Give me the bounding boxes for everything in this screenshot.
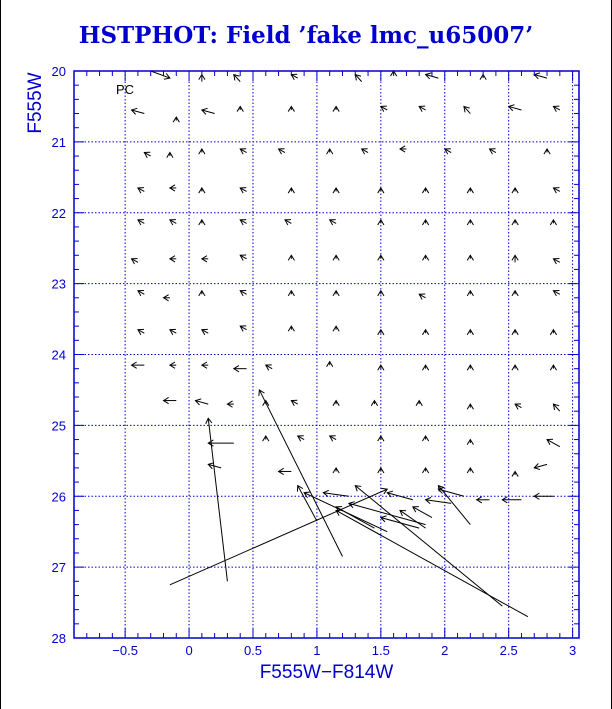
vector-arrow	[378, 220, 384, 225]
vector-arrow	[512, 188, 518, 193]
vector-arrows	[132, 71, 560, 617]
vector-arrow	[195, 399, 208, 405]
vector-arrow	[547, 439, 560, 446]
x-tick-label: 0.5	[243, 643, 263, 658]
y-tick-label: 28	[51, 631, 66, 646]
vector-arrow	[132, 259, 138, 264]
vector-arrow	[512, 365, 518, 370]
vector-arrow	[327, 362, 333, 367]
vector-arrow	[279, 468, 292, 474]
vector-arrow	[208, 440, 234, 446]
vector-arrow	[464, 106, 470, 113]
vector-arrow	[515, 404, 521, 409]
vector-arrow	[438, 486, 470, 525]
vector-arrow	[333, 468, 339, 473]
x-axis-label: F555W−F814W	[259, 662, 394, 683]
vector-arrow	[132, 108, 145, 114]
y-tick-label: 22	[51, 205, 66, 221]
vector-arrow	[426, 497, 452, 503]
vector-arrow	[298, 436, 304, 441]
vector-arrow	[199, 220, 205, 225]
vector-arrow	[512, 471, 518, 476]
vector-arrow	[467, 291, 473, 296]
vector-arrow	[173, 117, 179, 122]
vector-arrow	[467, 220, 473, 225]
vector-arrow	[333, 106, 339, 111]
vector-arrow	[288, 255, 294, 260]
vector-arrow	[240, 255, 246, 260]
vector-arrow	[534, 493, 553, 499]
vector-arrow	[170, 256, 176, 262]
vector-arrow	[144, 152, 150, 157]
vector-arrow	[170, 362, 176, 368]
vector-arrow	[544, 149, 550, 154]
vector-arrow	[170, 329, 176, 334]
vector-arrow	[422, 188, 428, 193]
vector-arrow	[333, 326, 339, 331]
y-axis-label: F555W	[25, 72, 46, 134]
x-tick-label: 1	[313, 643, 321, 658]
vector-arrow	[362, 149, 368, 154]
vector-arrow	[371, 401, 377, 406]
vector-arrow	[138, 220, 144, 225]
vector-arrow	[553, 188, 559, 193]
vector-arrow	[170, 220, 176, 225]
vector-arrow	[138, 329, 144, 334]
vector-arrow	[512, 220, 518, 225]
vector-arrow	[266, 365, 272, 370]
vector-arrow	[240, 326, 246, 331]
x-tick-label: −0.5	[112, 643, 138, 658]
vector-arrow	[422, 255, 428, 260]
vector-arrow	[202, 108, 215, 114]
vector-arrow	[279, 149, 285, 154]
vector-arrow	[333, 401, 339, 406]
vector-arrow	[438, 488, 464, 497]
vector-arrow	[234, 75, 240, 82]
y-tick-label: 25	[51, 418, 66, 434]
vector-arrow	[355, 486, 502, 606]
vector-arrow	[445, 149, 451, 154]
vector-arrow	[333, 188, 339, 193]
vector-arrow	[467, 188, 473, 193]
x-tick-label: 3	[568, 643, 577, 658]
vector-arrow	[550, 220, 556, 225]
vector-arrow	[202, 329, 208, 334]
vector-arrow	[323, 490, 349, 496]
vector-arrow	[387, 491, 413, 500]
vector-arrow	[240, 290, 246, 295]
vector-arrow	[378, 188, 384, 193]
vector-arrow	[288, 291, 294, 296]
vector-arrow	[240, 149, 246, 154]
vector-arrow	[330, 220, 336, 225]
vector-arrow	[263, 436, 269, 441]
vector-arrow	[534, 73, 547, 79]
vector-arrow	[419, 106, 425, 111]
chart-title: HSTPHOT: Field ’fake lmc_u65007’	[78, 22, 534, 49]
y-tick-label: 21	[51, 134, 66, 150]
vector-arrow	[378, 255, 384, 260]
vector-arrow	[422, 468, 428, 473]
vector-arrow	[167, 153, 173, 158]
vector-arrow	[297, 486, 317, 521]
vector-arrow	[349, 502, 426, 525]
vector-arrow	[240, 220, 246, 225]
vector-arrow	[550, 365, 556, 370]
vector-arrow	[400, 146, 406, 152]
vector-arrow	[422, 330, 428, 335]
vector-arrow	[163, 295, 169, 301]
vector-arrow	[227, 401, 233, 407]
vector-arrow	[416, 401, 422, 406]
vector-arrow	[413, 507, 432, 518]
vector-arrow	[199, 149, 205, 154]
vector-arrow	[512, 255, 518, 262]
vector-arrow	[333, 291, 339, 296]
vector-arrow	[288, 326, 294, 331]
vector-arrow	[132, 362, 145, 368]
y-tick-label: 27	[51, 560, 66, 576]
vector-arrow	[467, 468, 473, 473]
vector-arrow	[378, 468, 384, 473]
vector-arrow	[512, 291, 518, 296]
vector-arrow	[477, 497, 490, 503]
vector-arrow	[553, 259, 559, 264]
vector-arrow	[378, 436, 384, 441]
x-tick-label: 1.5	[371, 643, 390, 658]
vector-arrow	[550, 330, 556, 335]
vector-arrow	[285, 220, 291, 225]
vector-arrow	[291, 400, 297, 405]
vector-arrow	[199, 188, 205, 193]
vector-arrow	[240, 188, 246, 193]
vector-arrow	[288, 188, 294, 193]
vector-arrow	[422, 365, 428, 370]
vector-arrow	[163, 397, 176, 403]
vector-arrow	[467, 365, 473, 370]
vector-arrow	[553, 106, 559, 111]
vector-arrow	[355, 75, 361, 82]
x-tick-label: 0	[185, 643, 193, 658]
vector-arrow	[490, 149, 496, 154]
x-tick-label: 2.5	[499, 643, 518, 658]
vector-arrow	[259, 390, 343, 557]
vector-arrow	[237, 106, 243, 111]
vector-arrow	[202, 256, 208, 262]
vector-arrow	[467, 440, 473, 445]
vector-arrow	[422, 436, 428, 441]
vector-arrow	[170, 488, 387, 584]
vector-arrow	[330, 436, 336, 441]
x-tick-label: 2	[441, 643, 449, 658]
vector-arrow	[419, 294, 425, 299]
vector-arrow	[202, 362, 208, 368]
vector-arrow	[327, 149, 333, 154]
vector-arrow	[553, 404, 559, 411]
y-tick-label: 24	[51, 347, 66, 363]
vector-arrow	[534, 464, 547, 470]
vector-arrow	[208, 463, 221, 469]
vector-arrow	[291, 74, 297, 79]
vector-arrow	[467, 330, 473, 335]
vector-arrow	[553, 290, 559, 295]
y-tick-label: 23	[51, 276, 66, 292]
pc-annotation: PC	[116, 82, 135, 97]
vector-arrow	[336, 510, 528, 617]
vector-arrow	[422, 220, 428, 225]
vector-arrow	[467, 255, 473, 260]
y-tick-label: 20	[51, 64, 66, 79]
vector-arrow	[151, 71, 170, 79]
vector-arrow	[467, 404, 473, 409]
y-tick-label: 26	[51, 489, 66, 505]
vector-arrow	[288, 106, 294, 111]
vector-arrow	[502, 497, 521, 503]
tick-labels	[52, 64, 577, 658]
vector-arrow	[512, 330, 518, 335]
vector-arrow	[170, 185, 176, 191]
vector-arrow	[199, 291, 205, 296]
vector-arrow	[138, 188, 144, 193]
vector-arrow	[138, 290, 144, 295]
vector-arrow	[381, 106, 387, 111]
vector-arrow	[333, 255, 339, 260]
vector-arrow	[234, 366, 247, 372]
vector-arrow	[509, 105, 522, 111]
